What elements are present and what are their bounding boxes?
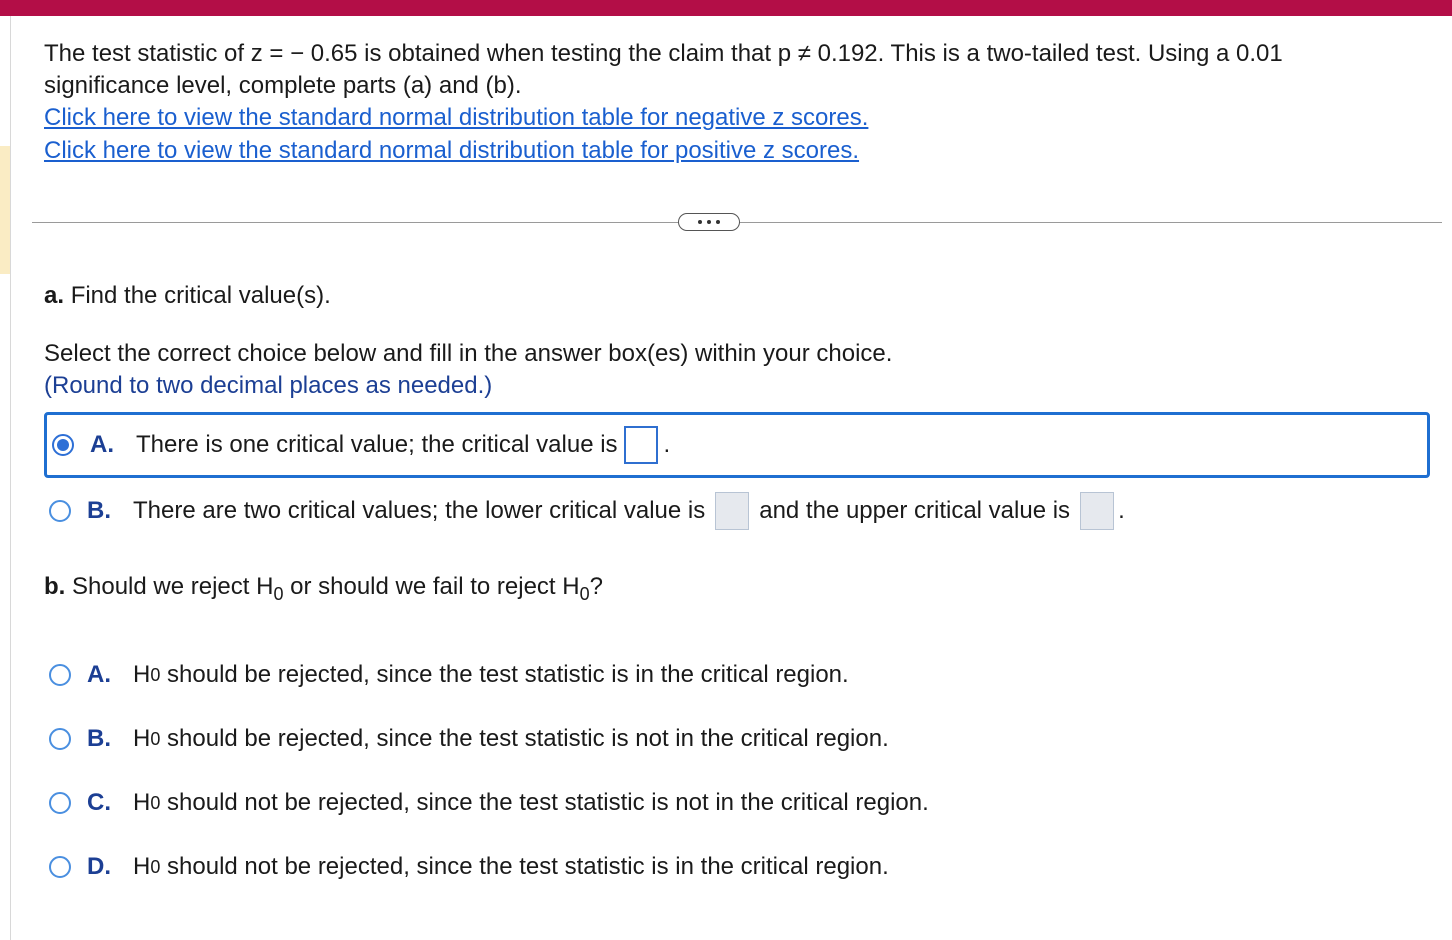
- part-a-choice-b[interactable]: [44, 481, 1125, 541]
- more-options-button[interactable]: [678, 213, 740, 231]
- choice-text: There are two critical values; the lower critical value is: [133, 497, 706, 524]
- part-b-prompt-pre: Should we reject H: [72, 573, 274, 600]
- left-rule: [10, 16, 11, 940]
- part-b-label: b.: [44, 573, 66, 600]
- part-b-choice-d[interactable]: D. H 0 should not be rejected, since the test statistic is in the critical region.: [44, 837, 889, 897]
- choice-h: H: [133, 661, 151, 688]
- choice-letter: A.: [90, 431, 114, 458]
- choice-letter: D.: [87, 853, 111, 880]
- choice-h: H: [133, 853, 151, 880]
- subscript: 0: [273, 584, 284, 604]
- part-a-prompt: Find the critical value(s).: [70, 282, 331, 309]
- choice-text: should not be rejected, since the test statistic is not in the critical region.: [167, 789, 929, 816]
- part-a-hint: (Round to two decimal places as needed.): [44, 372, 493, 399]
- choice-h: H: [133, 789, 151, 816]
- left-accent-marker: [0, 146, 10, 274]
- choice-text-middle: and the upper critical value is: [759, 497, 1071, 524]
- choice-text: should be rejected, since the test statistic is in the critical region.: [167, 661, 849, 688]
- choice-letter: A.: [87, 661, 111, 688]
- radio-button[interactable]: [49, 728, 71, 750]
- radio-button[interactable]: [49, 792, 71, 814]
- part-b-choice-c[interactable]: C. H 0 should not be rejected, since the test statistic is not in the critical region.: [44, 773, 929, 833]
- choice-text: should not be rejected, since the test statistic is in the critical region.: [167, 853, 889, 880]
- radio-button[interactable]: [49, 664, 71, 686]
- question-text: [44, 38, 1424, 102]
- critical-value-input[interactable]: [624, 426, 658, 464]
- choice-period: .: [1118, 497, 1125, 524]
- choice-text: There is one critical value; the critical value is: [136, 431, 618, 458]
- part-b-prompt-end: ?: [589, 573, 603, 600]
- choice-letter: B.: [87, 497, 111, 524]
- part-a-heading: [44, 280, 331, 312]
- dot-icon: [707, 220, 711, 224]
- choice-period: .: [663, 431, 671, 458]
- part-a-label: a.: [44, 282, 65, 309]
- negative-z-table-link[interactable]: Click here to view the standard normal distribution table for negative z scores.: [44, 104, 869, 131]
- radio-button[interactable]: [49, 856, 71, 878]
- positive-z-table-link[interactable]: Click here to view the standard normal distribution table for positive z scores.: [44, 137, 860, 164]
- part-a-choice-a[interactable]: [44, 412, 1430, 478]
- lower-critical-value-input[interactable]: [715, 492, 749, 530]
- part-b-heading: [44, 571, 603, 603]
- part-b-prompt-mid: or should we fail to reject H: [290, 573, 580, 600]
- upper-critical-value-input[interactable]: [1080, 492, 1114, 530]
- part-b-choice-a[interactable]: A. H 0 should be rejected, since the test statistic is in the critical region.: [44, 645, 849, 705]
- radio-button-selected[interactable]: [52, 434, 74, 456]
- part-b-choice-b[interactable]: B. H 0 should be rejected, since the test statistic is not in the critical region.: [44, 709, 889, 769]
- choice-h: H: [133, 725, 151, 752]
- choice-letter: B.: [87, 725, 111, 752]
- header-bar: [0, 0, 1452, 16]
- choice-letter: C.: [87, 789, 111, 816]
- subscript: 0: [579, 584, 590, 604]
- part-a-instruction: Select the correct choice below and fill in the answer box(es) within your choice.: [44, 340, 893, 367]
- question-intro-line1: The test statistic of z = − 0.65 is obtained when testing the claim that p ≠ 0.192. This is a two-tailed test. Using a 0.01: [44, 40, 1283, 67]
- dot-icon: [716, 220, 720, 224]
- radio-button[interactable]: [49, 500, 71, 522]
- question-intro-line2: significance level, complete parts (a) and (b).: [44, 72, 522, 99]
- dot-icon: [698, 220, 702, 224]
- choice-text: should be rejected, since the test statistic is not in the critical region.: [167, 725, 889, 752]
